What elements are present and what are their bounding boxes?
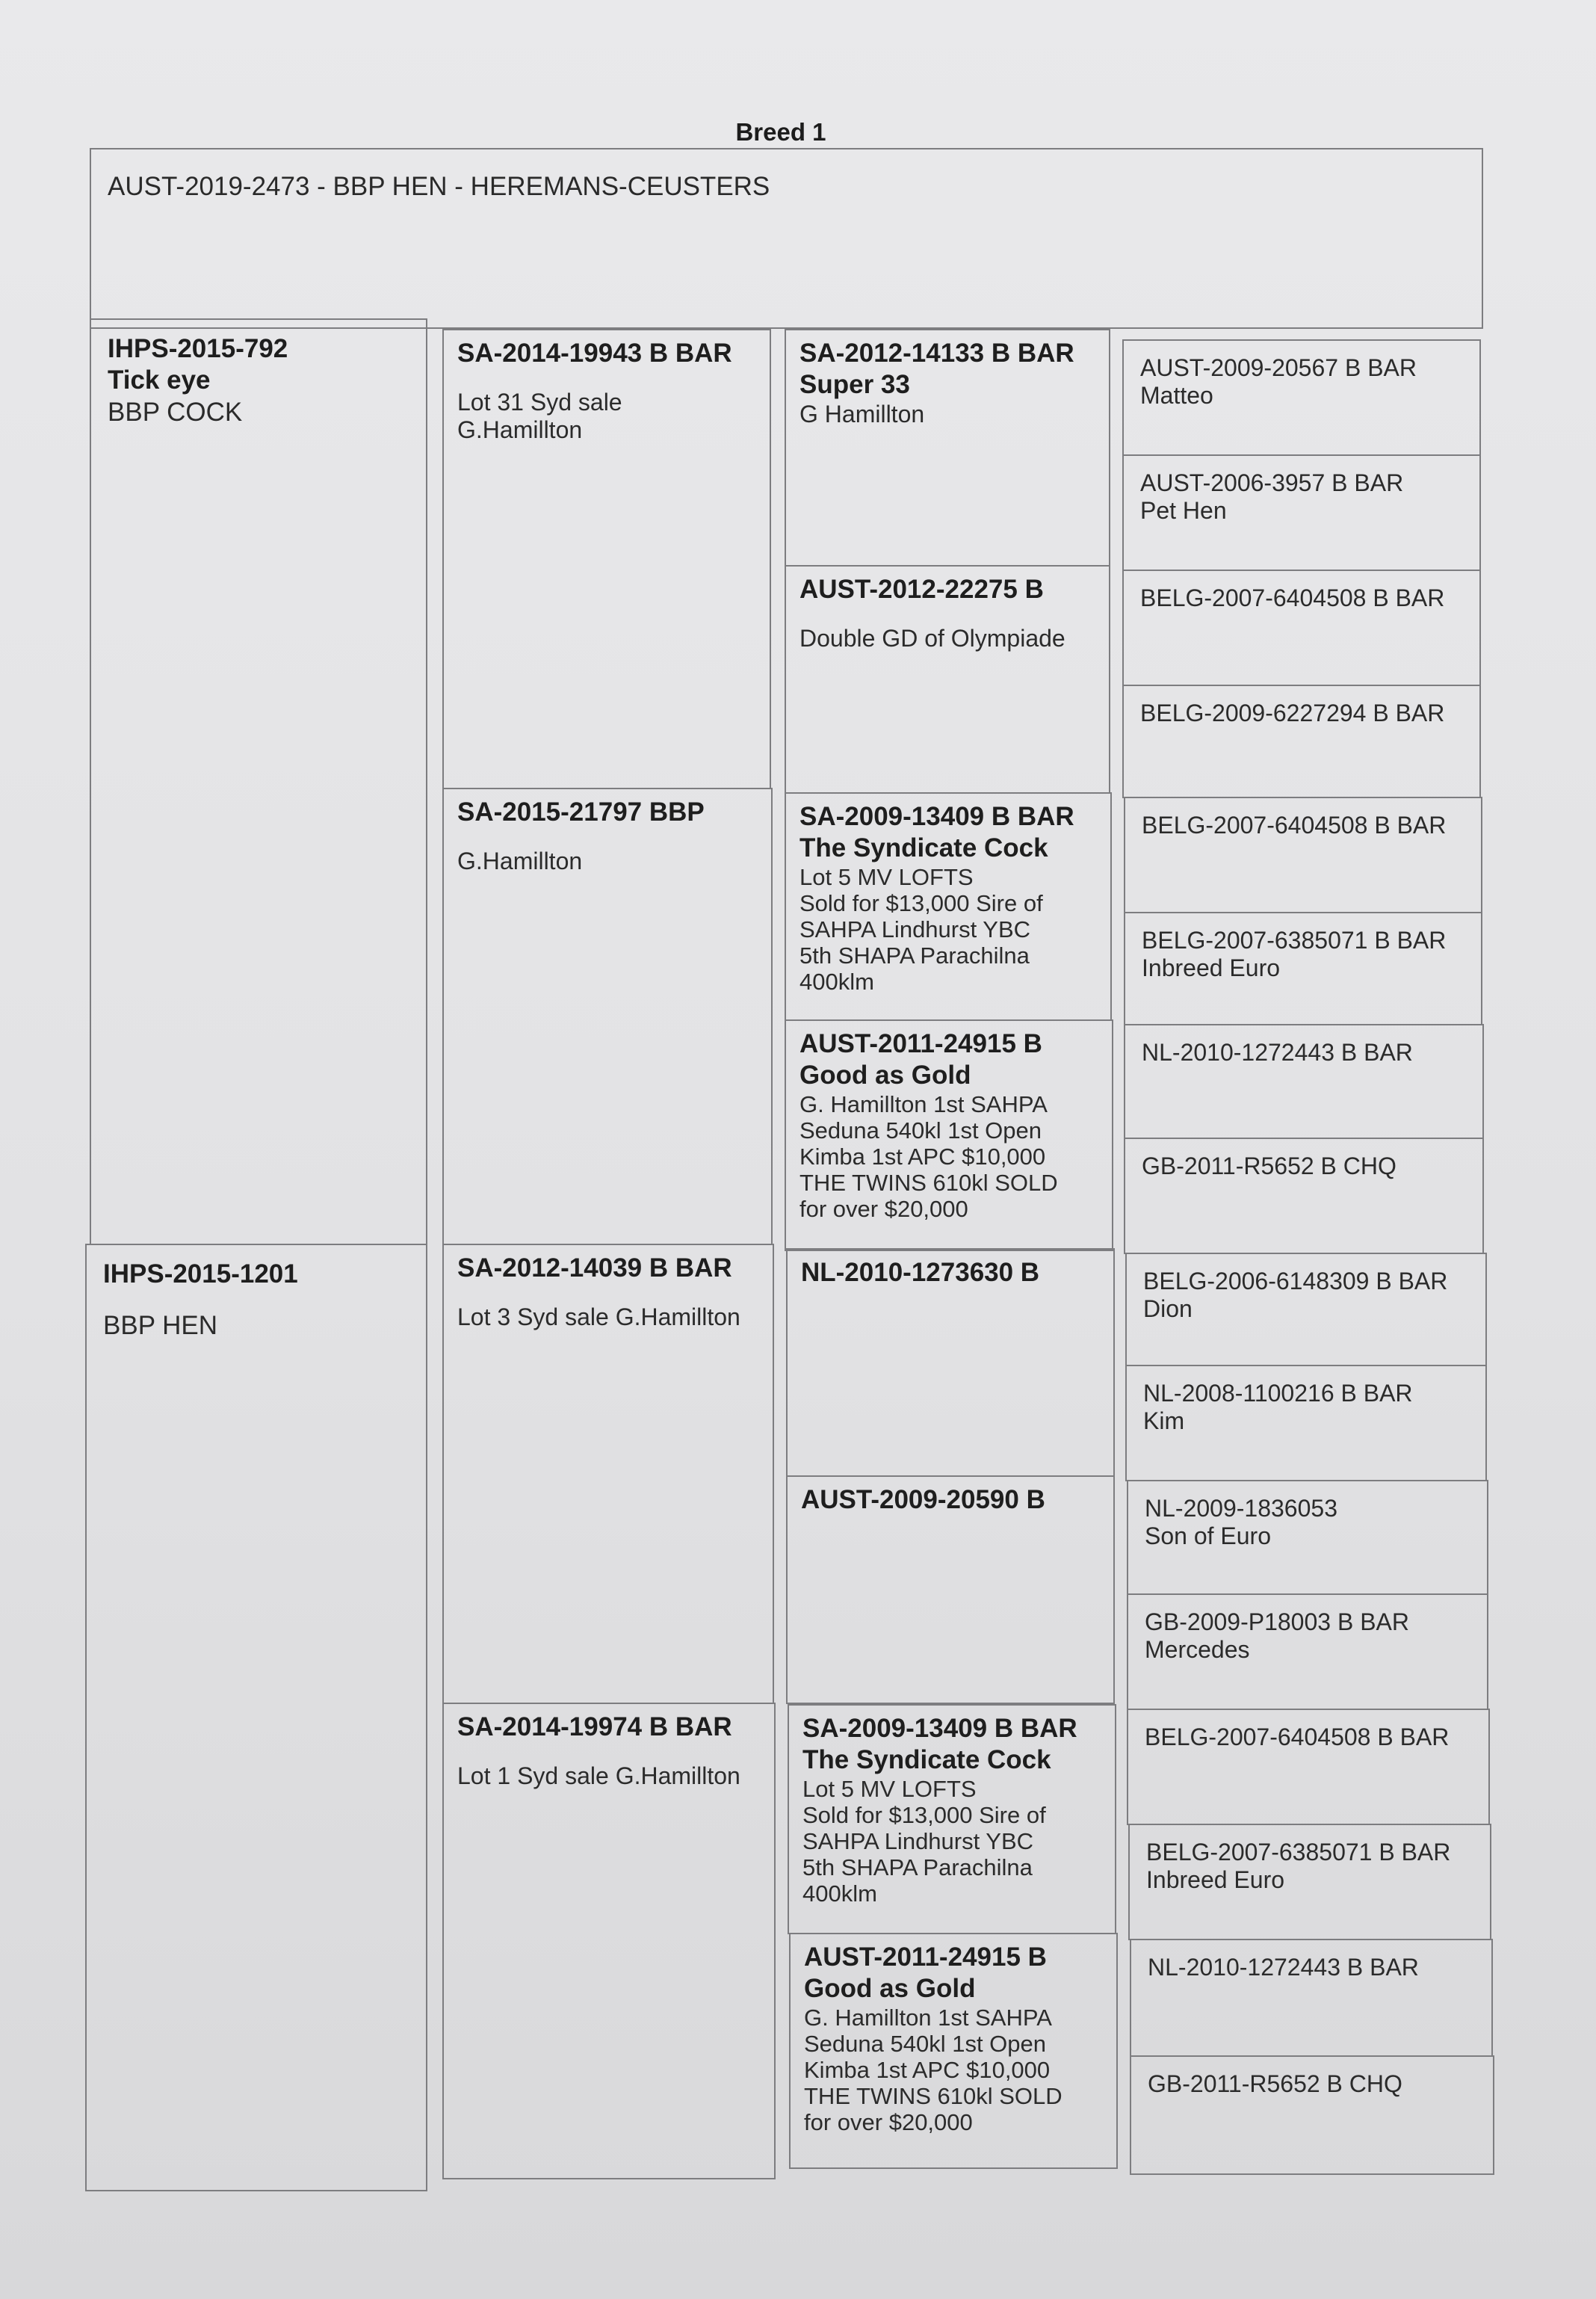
- g4-cell-10: [1125, 1365, 1487, 1481]
- g2-line: G.Hamillton: [457, 848, 583, 874]
- g4-ring: NL-2010-1272443 B BAR: [1148, 1954, 1419, 1981]
- sire-cell: [90, 318, 427, 1245]
- g2-line: G.Hamillton: [457, 416, 583, 443]
- g3-ring: NL-2010-1273630 B: [801, 1258, 1040, 1287]
- g4-cell-12: [1127, 1593, 1488, 1710]
- page-title: Breed 1: [735, 118, 826, 146]
- g4-cell-2: [1122, 454, 1481, 571]
- g3-ring: AUST-2011-24915 B: [804, 1942, 1047, 1972]
- g3-line: for over $20,000: [804, 2109, 973, 2135]
- g3-line: SAHPA Lindhurst YBC: [802, 1828, 1034, 1854]
- g4-ring: BELG-2009-6227294 B BAR: [1140, 700, 1445, 726]
- g3-ring: AUST-2012-22275 B: [799, 575, 1044, 604]
- sire-ring: IHPS-2015-792: [108, 334, 288, 363]
- g3-name: The Syndicate Cock: [799, 833, 1048, 862]
- sire-name: Tick eye: [108, 365, 211, 395]
- g3-name: Good as Gold: [804, 1974, 976, 2003]
- g2-cell-2: [442, 788, 773, 1245]
- g4-cell-13: [1127, 1709, 1490, 1825]
- g4-ring: BELG-2007-6385071 B BAR: [1146, 1839, 1451, 1866]
- g3-line: Lot 5 MV LOFTS: [799, 864, 974, 890]
- g4-cell-7: [1124, 1024, 1484, 1139]
- g2-cell-4: [442, 1703, 776, 2179]
- g3-ring: AUST-2009-20590 B: [801, 1485, 1045, 1514]
- g4-ring: AUST-2006-3957 B BAR: [1140, 469, 1404, 496]
- dam-desc: BBP HEN: [103, 1311, 218, 1340]
- g4-note: Matteo: [1140, 382, 1213, 409]
- g4-note: Inbreed Euro: [1142, 954, 1281, 981]
- g4-ring: GB-2009-P18003 B BAR: [1145, 1608, 1409, 1635]
- g2-cell-3: [442, 1244, 774, 1704]
- g3-line: Kimba 1st APC $10,000: [804, 2057, 1051, 2083]
- g4-note: Mercedes: [1145, 1636, 1250, 1663]
- g4-ring: BELG-2007-6404508 B BAR: [1140, 584, 1445, 611]
- g4-cell-15: [1130, 1939, 1493, 2057]
- g3-cell-2: [785, 565, 1110, 794]
- g2-line: Lot 31 Syd sale: [457, 389, 622, 416]
- g2-ring: SA-2014-19943 B BAR: [457, 339, 732, 368]
- g3-cell-7: [788, 1704, 1116, 1934]
- g2-ring: SA-2015-21797 BBP: [457, 797, 705, 827]
- g3-line: 5th SHAPA Parachilna: [799, 942, 1030, 969]
- g4-ring: GB-2011-R5652 B CHQ: [1142, 1152, 1396, 1179]
- g2-line: Lot 1 Syd sale G.Hamillton: [457, 1762, 740, 1789]
- g2-ring: SA-2012-14039 B BAR: [457, 1253, 732, 1283]
- g4-ring: NL-2009-1836053: [1145, 1495, 1337, 1522]
- g4-cell-9: [1125, 1253, 1487, 1366]
- g3-line: Double GD of Olympiade: [799, 625, 1065, 652]
- g2-line: Lot 3 Syd sale G.Hamillton: [457, 1303, 740, 1330]
- g3-name: Super 33: [799, 370, 910, 399]
- g3-ring: SA-2012-14133 B BAR: [799, 339, 1074, 368]
- g3-line: THE TWINS 610kl SOLD: [804, 2083, 1063, 2109]
- g3-ring: SA-2009-13409 B BAR: [799, 802, 1074, 831]
- g4-note: Son of Euro: [1145, 1522, 1271, 1549]
- g4-cell-5: [1124, 797, 1482, 913]
- g3-cell-3: [785, 792, 1112, 1021]
- g4-ring: AUST-2009-20567 B BAR: [1140, 354, 1417, 381]
- g2-cell-1: [442, 329, 771, 789]
- g2-ring: SA-2014-19974 B BAR: [457, 1712, 732, 1741]
- g3-line: 5th SHAPA Parachilna: [802, 1854, 1033, 1880]
- dam-ring: IHPS-2015-1201: [103, 1259, 298, 1289]
- g3-cell-6: [786, 1475, 1115, 1704]
- g4-cell-1: [1122, 339, 1481, 456]
- g4-note: Dion: [1143, 1295, 1193, 1322]
- g3-ring: SA-2009-13409 B BAR: [802, 1714, 1077, 1743]
- g4-ring: NL-2010-1272443 B BAR: [1142, 1039, 1413, 1066]
- g4-ring: NL-2008-1100216 B BAR: [1143, 1380, 1413, 1407]
- g4-cell-16: [1130, 2055, 1494, 2175]
- g3-name: Good as Gold: [799, 1061, 971, 1090]
- g3-line: G. Hamillton 1st SAHPA: [799, 1091, 1048, 1117]
- g3-line: Seduna 540kl 1st Open: [799, 1117, 1042, 1144]
- g3-line: Kimba 1st APC $10,000: [799, 1144, 1046, 1170]
- g4-cell-11: [1127, 1480, 1488, 1595]
- g3-line: 400klm: [799, 969, 874, 995]
- g4-cell-3: [1122, 570, 1481, 686]
- g3-line: G Hamillton: [799, 401, 925, 428]
- g3-cell-1: [785, 329, 1110, 567]
- g4-ring: BELG-2007-6404508 B BAR: [1145, 1724, 1450, 1750]
- g4-cell-14: [1128, 1824, 1491, 1940]
- g3-cell-8: [789, 1933, 1118, 2169]
- subject-text: AUST-2019-2473 - BBP HEN - HEREMANS-CEUSTERS: [108, 172, 770, 201]
- sire-desc: BBP COCK: [108, 398, 243, 427]
- g4-note: Kim: [1143, 1407, 1185, 1434]
- g4-cell-8: [1124, 1138, 1484, 1254]
- dam-cell: [85, 1244, 427, 2191]
- g4-ring: GB-2011-R5652 B CHQ: [1148, 2070, 1402, 2097]
- g3-line: Sold for $13,000 Sire of: [802, 1802, 1046, 1828]
- g4-cell-4: [1122, 685, 1481, 798]
- g3-line: for over $20,000: [799, 1196, 968, 1222]
- g4-ring: BELG-2007-6385071 B BAR: [1142, 927, 1447, 954]
- g3-line: Sold for $13,000 Sire of: [799, 890, 1043, 916]
- g3-cell-4: [785, 1019, 1113, 1251]
- g4-cell-6: [1124, 912, 1482, 1025]
- g4-ring: BELG-2007-6404508 B BAR: [1142, 812, 1447, 839]
- g3-line: G. Hamillton 1st SAHPA: [804, 2005, 1052, 2031]
- g3-line: Seduna 540kl 1st Open: [804, 2031, 1047, 2057]
- g3-cell-5: [786, 1248, 1115, 1477]
- g3-line: SAHPA Lindhurst YBC: [799, 916, 1031, 942]
- g3-line: 400klm: [802, 1880, 877, 1907]
- g4-note: Inbreed Euro: [1146, 1866, 1285, 1893]
- g4-note: Pet Hen: [1140, 497, 1227, 524]
- g3-ring: AUST-2011-24915 B: [799, 1029, 1042, 1058]
- g3-name: The Syndicate Cock: [802, 1745, 1051, 1774]
- g3-line: THE TWINS 610kl SOLD: [799, 1170, 1058, 1196]
- g3-line: Lot 5 MV LOFTS: [802, 1776, 977, 1802]
- subject-header: [90, 148, 1483, 329]
- g4-ring: BELG-2006-6148309 B BAR: [1143, 1268, 1448, 1294]
